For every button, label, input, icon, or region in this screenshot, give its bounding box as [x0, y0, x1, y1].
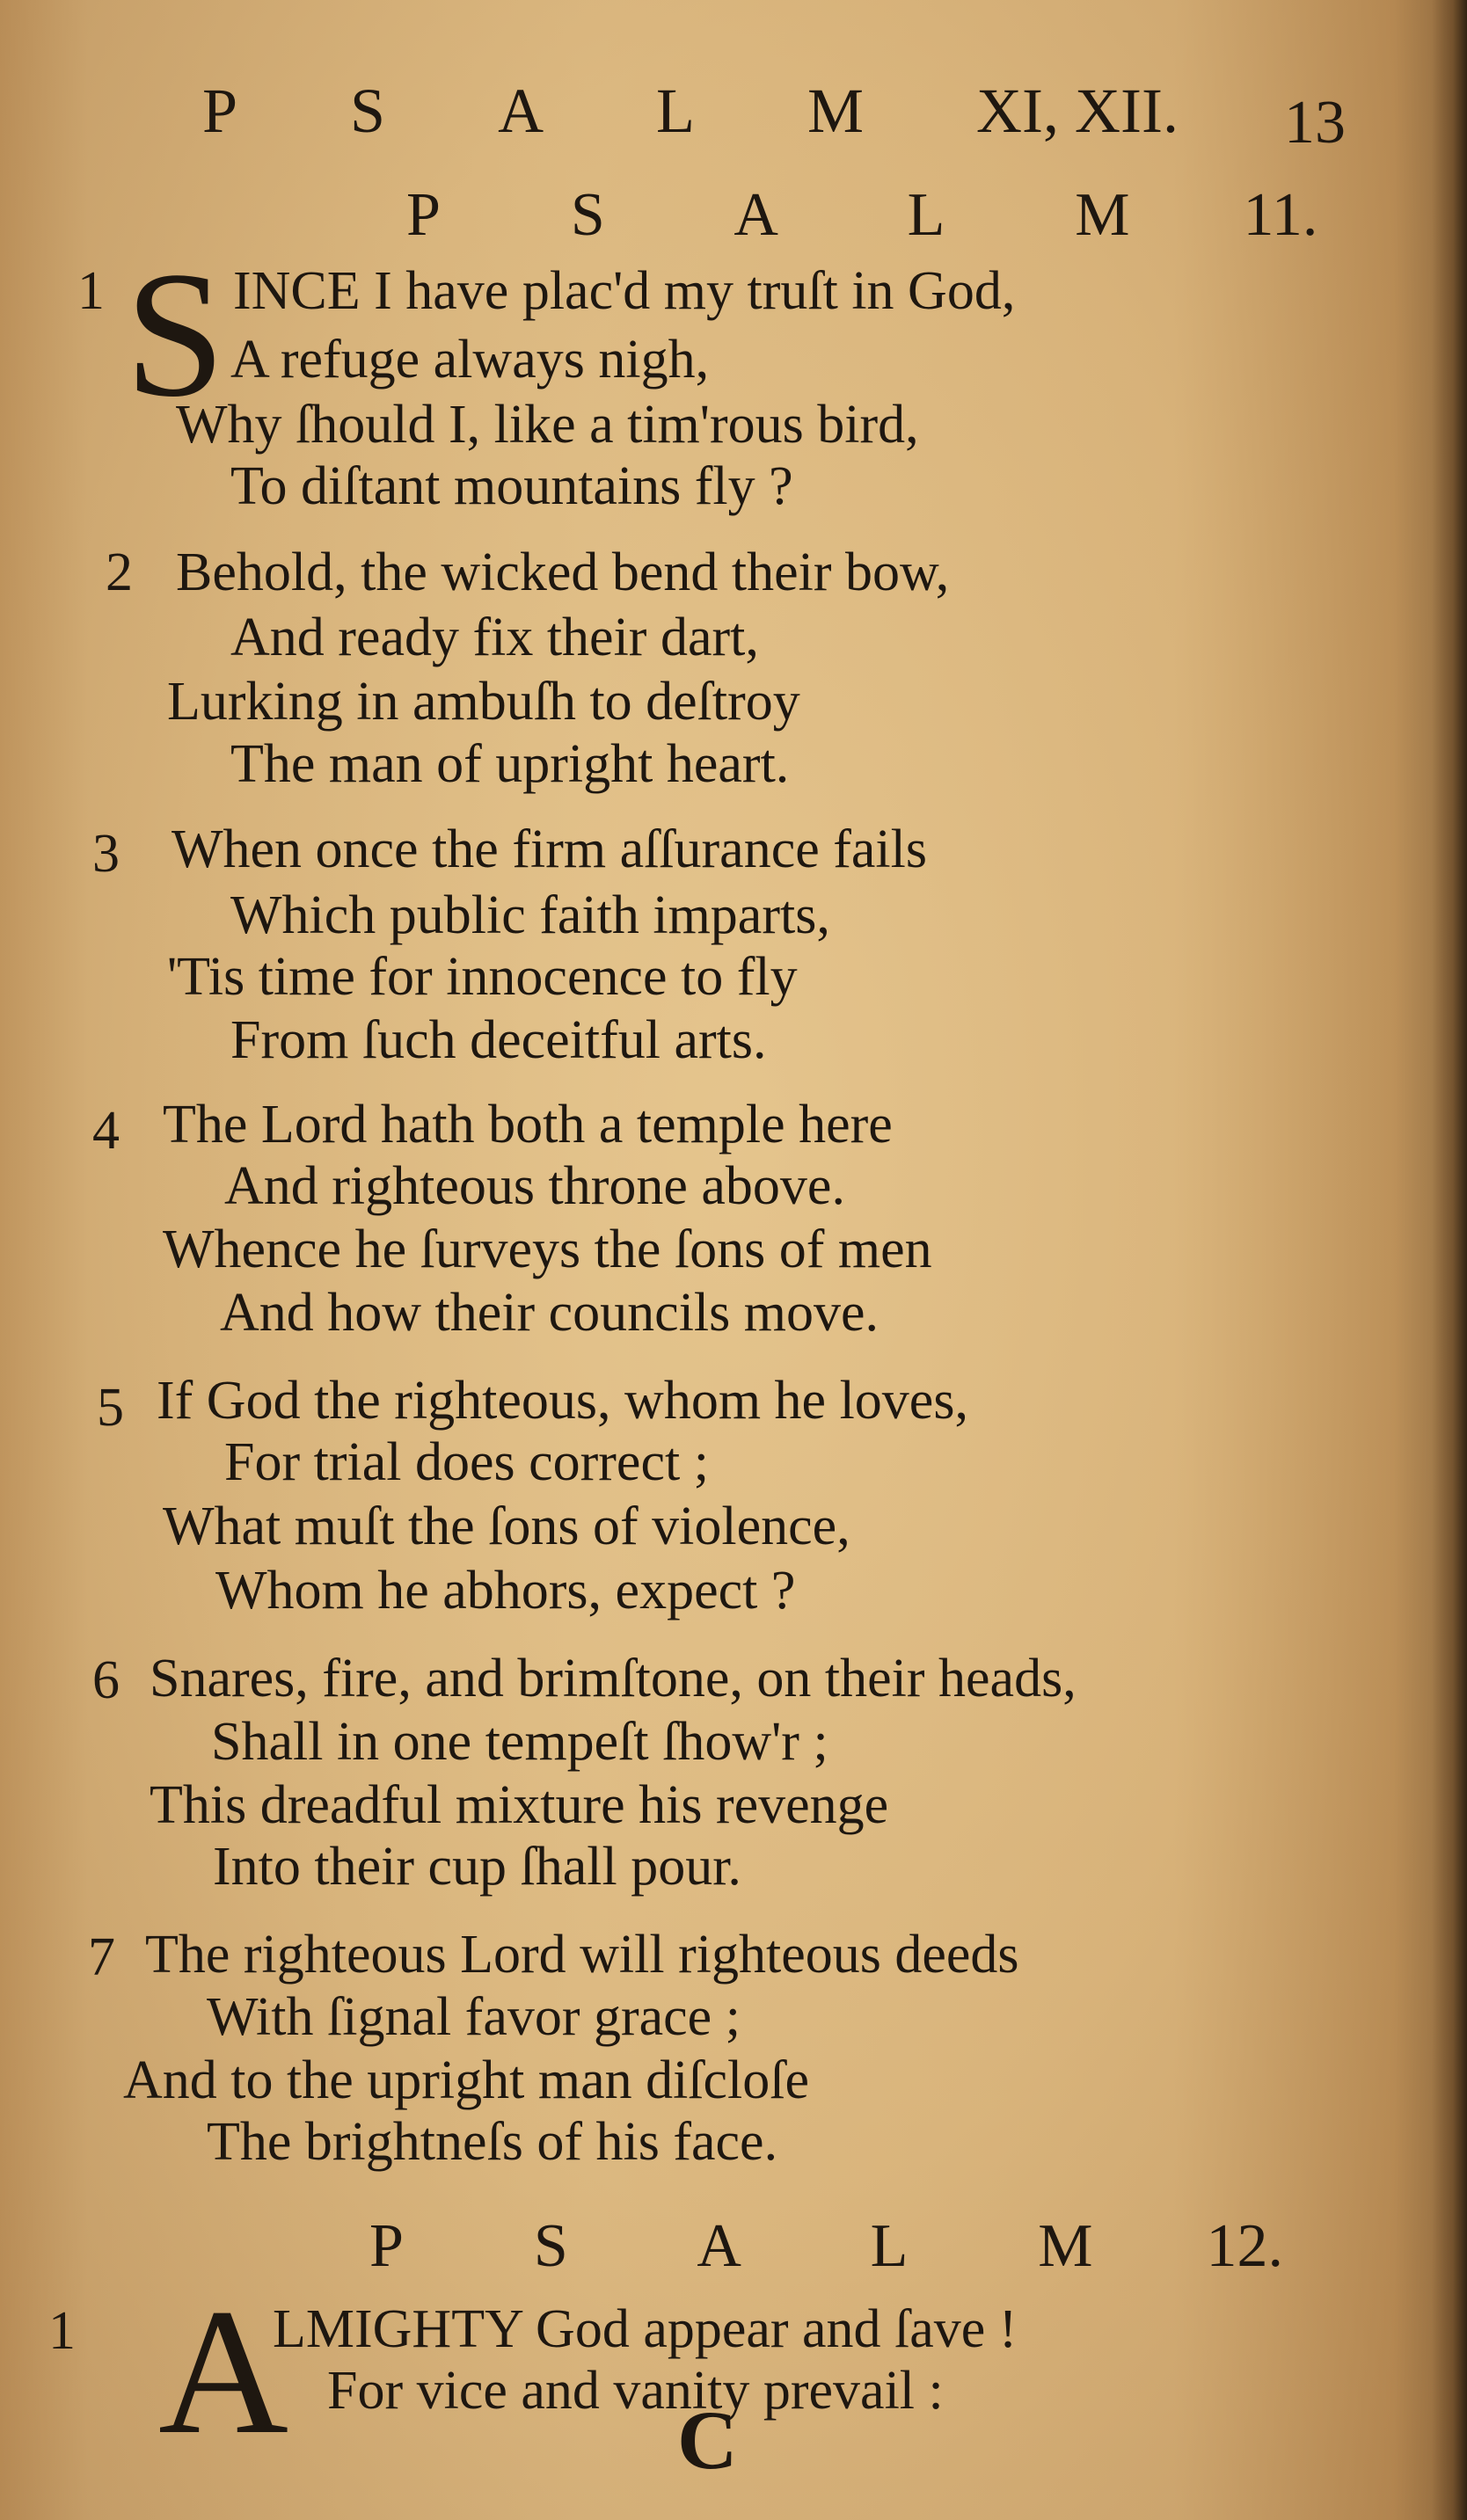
verse-line: Whence he ſurveys the ſons of men: [163, 1220, 932, 1279]
verse-line: And righteous throne above.: [224, 1156, 845, 1216]
verse-number: 3: [92, 824, 120, 884]
verse-line: A refuge always nigh,: [230, 330, 710, 390]
running-head-letter: L: [656, 76, 696, 146]
verse-line: What muſt the ſons of violence,: [163, 1497, 850, 1556]
verse-number: 5: [97, 1378, 124, 1438]
verse-line: 'Tis time for innocence to fly: [167, 947, 798, 1007]
psalm-heading-number: 12.: [1206, 2212, 1283, 2280]
page-edge-shadow: [1432, 0, 1467, 2520]
verse-line: From ſuch deceitful arts.: [230, 1010, 767, 1070]
running-head: [202, 75, 1179, 148]
verse-line: LMIGHTY God appear and ſave !: [273, 2299, 1018, 2359]
psalm-heading-number: 11.: [1243, 181, 1318, 249]
verse-number: 1: [48, 2301, 76, 2361]
verse-line: Why ſhould I, like a tim'rous bird,: [176, 395, 919, 455]
psalm-heading: [406, 180, 1317, 251]
psalm-heading: [369, 2211, 1283, 2282]
page-number: 13: [1284, 89, 1346, 157]
running-head-letter: M: [807, 76, 865, 146]
verse-line: And ready fix their dart,: [230, 608, 759, 667]
verse-line: Lurking in ambuſh to deſtroy: [167, 672, 800, 732]
verse-number: 4: [92, 1101, 120, 1161]
verse-line: For vice and vanity prevail :: [327, 2361, 944, 2421]
drop-cap: A: [158, 2272, 289, 2472]
verse-line: To diſtant mountains fly ?: [230, 456, 793, 516]
signature-mark: C: [677, 2393, 738, 2487]
verse-line: The brightneſs of his face.: [207, 2112, 778, 2172]
running-head-letter: A: [498, 76, 544, 146]
verse-line: And to the upright man diſcloſe: [123, 2050, 810, 2110]
verse-line: And how their councils move.: [220, 1283, 879, 1343]
verse-line: This dreadful mixture his revenge: [150, 1775, 889, 1835]
verse-line: Which public faith imparts,: [230, 885, 830, 945]
verse-line: The man of upright heart.: [230, 734, 790, 794]
running-head-numbers: XI, XII.: [976, 76, 1179, 146]
verse-line: Snares, fire, and brimſtone, on their heads,: [150, 1649, 1077, 1708]
verse-line: The Lord hath both a temple here: [163, 1095, 893, 1154]
verse-line: For trial does correct ;: [224, 1432, 709, 1492]
verse-line: INCE I have plac'd my truſt in God,: [233, 261, 1016, 321]
verse-line: Into their cup ſhall pour.: [213, 1837, 741, 1897]
running-head-letter: P: [202, 76, 238, 146]
verse-line: Shall in one tempeſt ſhow'r ;: [211, 1712, 828, 1772]
psalm-heading-title: P S A L M: [406, 181, 1188, 249]
psalm-heading-title: P S A L M: [369, 2212, 1151, 2280]
verse-number: 7: [88, 1927, 115, 1987]
verse-line: If God the righteous, whom he loves,: [157, 1371, 968, 1431]
verse-line: Whom he abhors, expect ?: [215, 1561, 796, 1621]
verse-line: The righteous Lord will righteous deeds: [145, 1925, 1019, 1985]
verse-number: 1: [77, 261, 105, 321]
verse-number: 2: [106, 543, 133, 602]
verse-line: Behold, the wicked bend their bow,: [176, 543, 950, 602]
verse-line: When once the firm aſſurance fails: [172, 819, 927, 879]
verse-number: 6: [92, 1650, 120, 1710]
running-head-letter: S: [350, 76, 386, 146]
drop-cap: S: [125, 235, 226, 434]
verse-line: With ſignal favor grace ;: [207, 1987, 741, 2047]
